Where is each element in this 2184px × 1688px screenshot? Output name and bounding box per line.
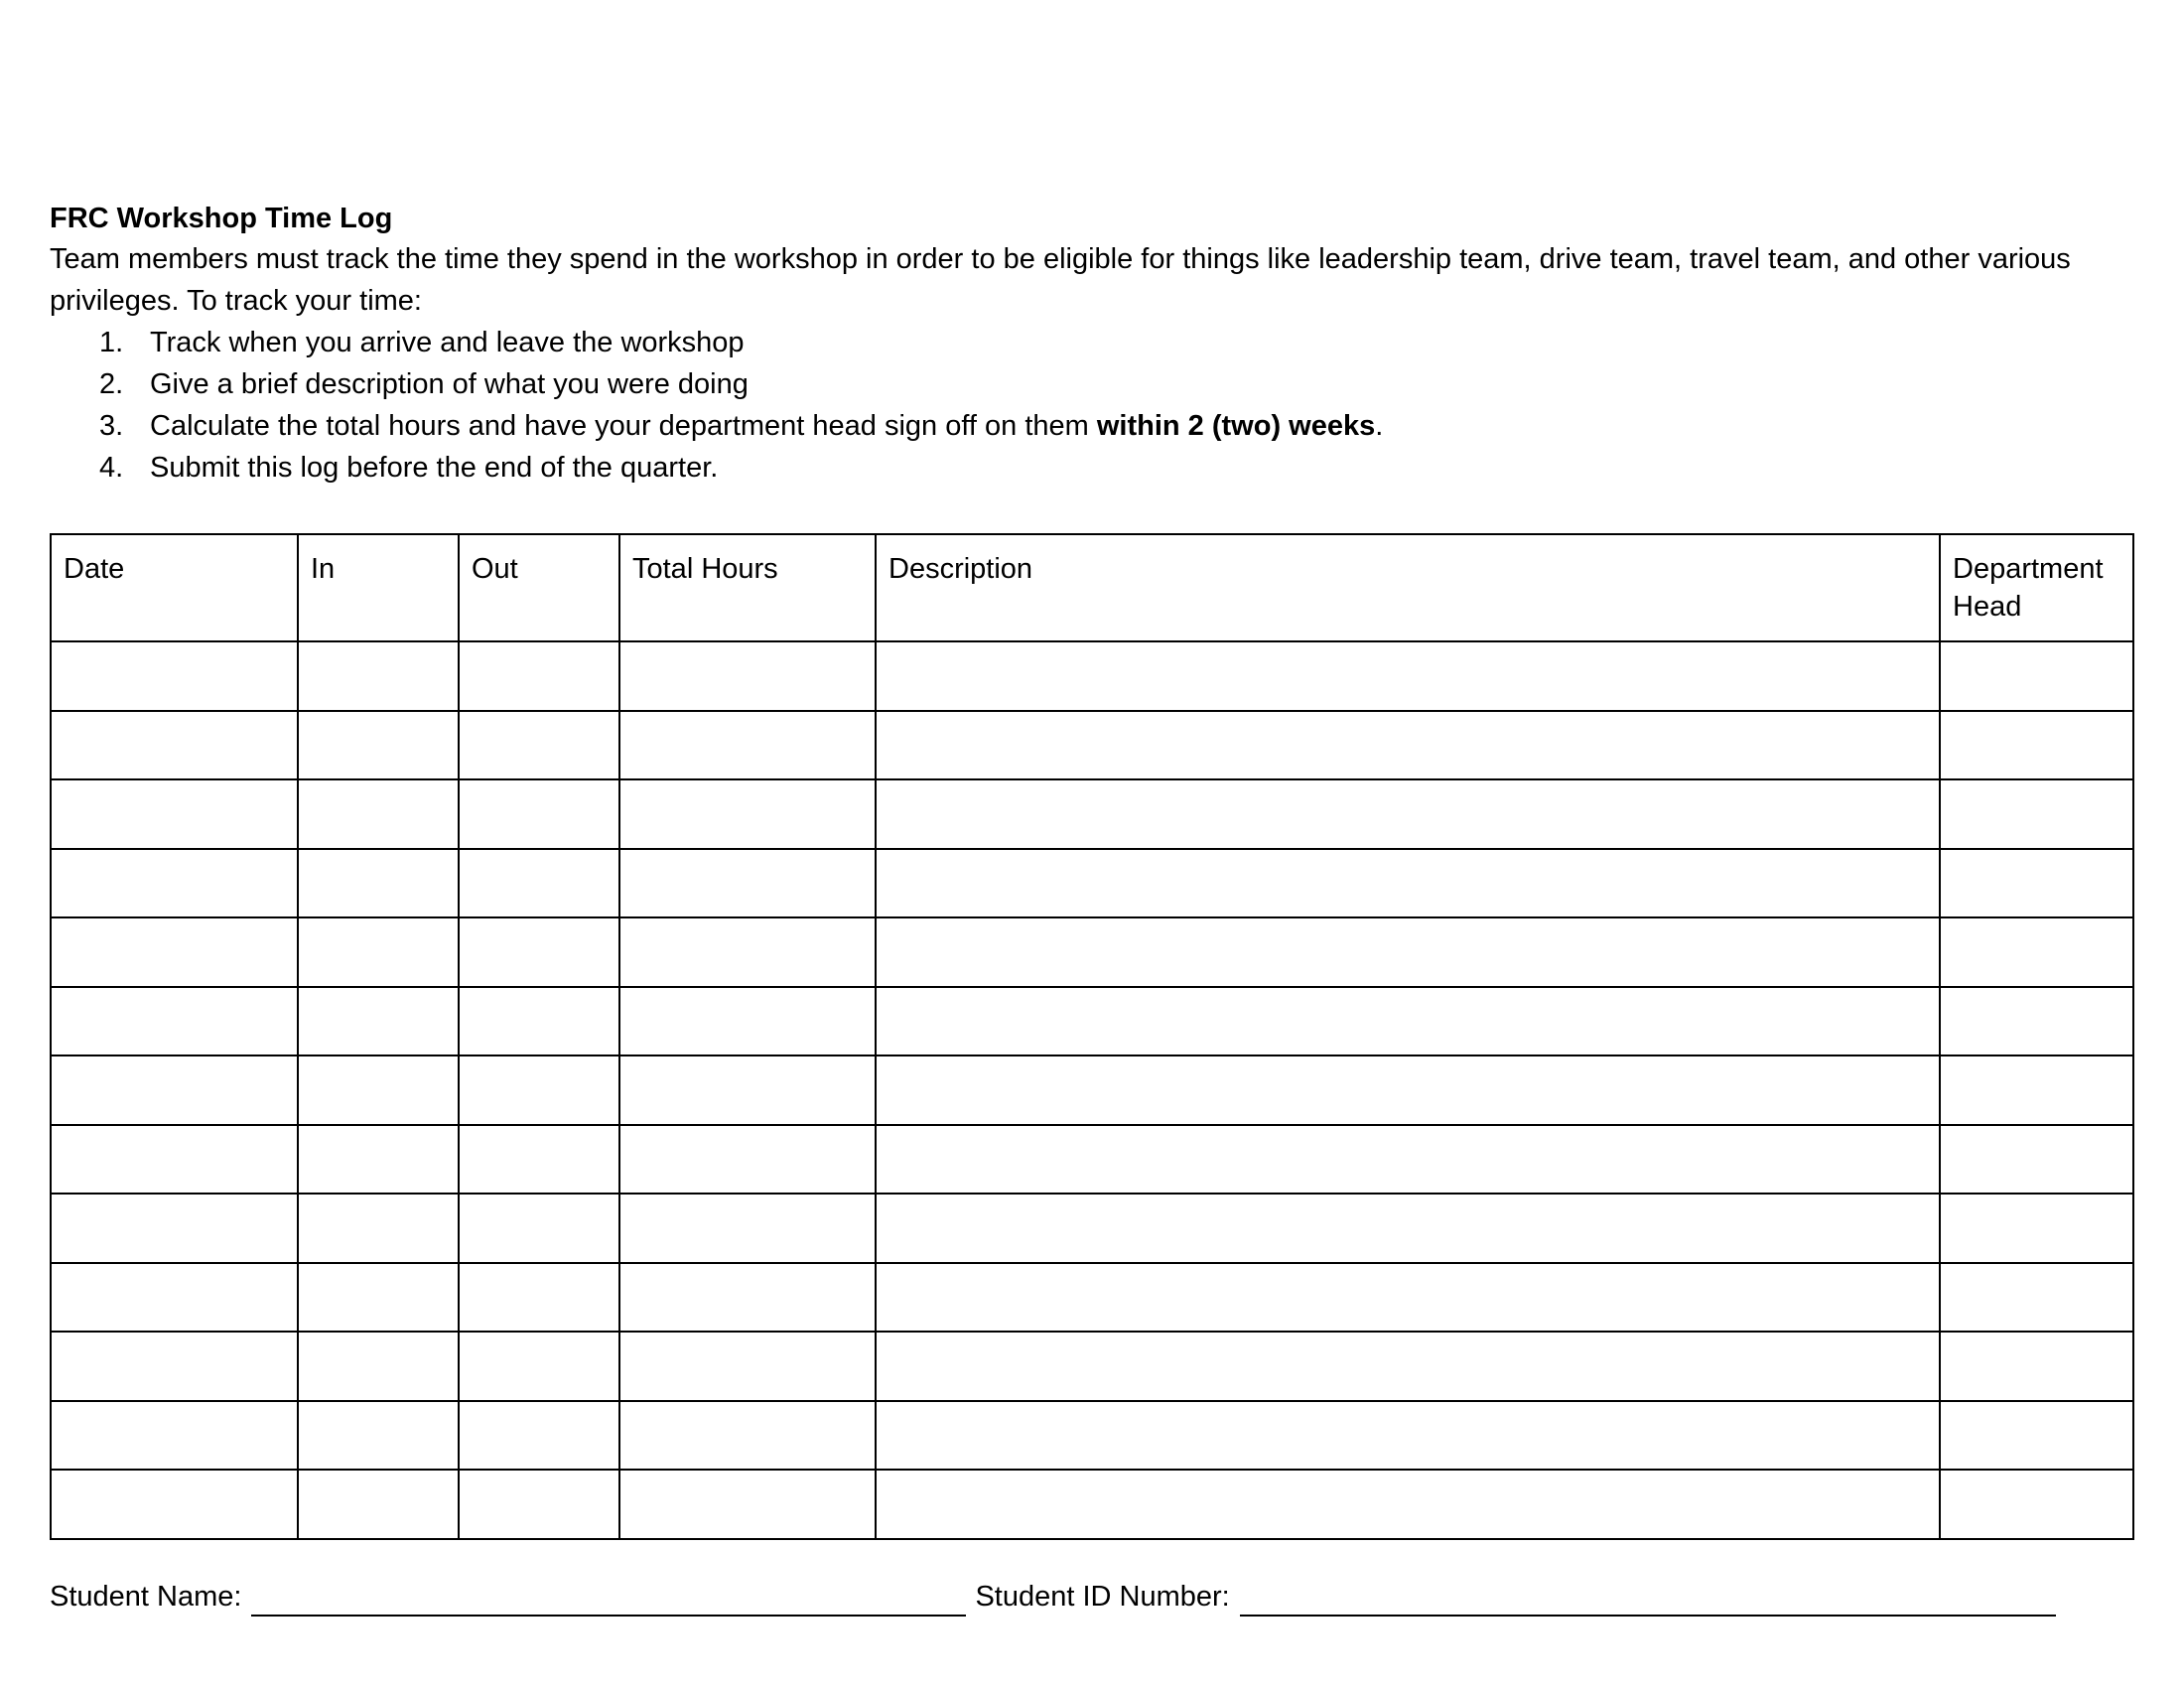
cell-department-head[interactable]: [1940, 1194, 2133, 1263]
list-number: 1.: [99, 327, 124, 358]
cell-out[interactable]: [459, 1125, 619, 1195]
cell-date[interactable]: [51, 987, 298, 1056]
cell-total-hours[interactable]: [619, 1470, 876, 1539]
cell-description[interactable]: [876, 987, 1940, 1056]
table-row: [51, 711, 2133, 780]
student-info-footer: [50, 1577, 2056, 1617]
list-number: 3.: [99, 410, 124, 442]
column-header-department-head: Department Head: [1940, 534, 2133, 641]
cell-out[interactable]: [459, 1055, 619, 1125]
table-row: [51, 1194, 2133, 1263]
cell-in[interactable]: [298, 1125, 459, 1195]
cell-department-head[interactable]: [1940, 1125, 2133, 1195]
cell-date[interactable]: [51, 1055, 298, 1125]
cell-department-head[interactable]: [1940, 1401, 2133, 1471]
cell-date[interactable]: [51, 711, 298, 780]
cell-out[interactable]: [459, 849, 619, 918]
cell-description[interactable]: [876, 1470, 1940, 1539]
cell-department-head[interactable]: [1940, 779, 2133, 849]
document-title: FRC Workshop Time Log: [50, 203, 393, 234]
cell-out[interactable]: [459, 987, 619, 1056]
cell-total-hours[interactable]: [619, 1332, 876, 1401]
cell-total-hours[interactable]: [619, 641, 876, 711]
cell-department-head[interactable]: [1940, 1470, 2133, 1539]
table-body: [51, 641, 2133, 1539]
table-row: [51, 987, 2133, 1056]
student-id-label: Student ID Number:: [975, 1581, 1230, 1613]
cell-description[interactable]: [876, 849, 1940, 918]
cell-description[interactable]: [876, 711, 1940, 780]
table-row: [51, 779, 2133, 849]
cell-description[interactable]: [876, 1125, 1940, 1195]
list-item: [50, 405, 2134, 447]
cell-out[interactable]: [459, 1194, 619, 1263]
cell-total-hours[interactable]: [619, 1055, 876, 1125]
cell-out[interactable]: [459, 641, 619, 711]
cell-total-hours[interactable]: [619, 1194, 876, 1263]
list-item-text-end: .: [1375, 410, 1384, 442]
cell-total-hours[interactable]: [619, 987, 876, 1056]
list-item: [50, 322, 2134, 363]
student-name-field[interactable]: [251, 1581, 966, 1617]
list-item: [50, 447, 2134, 489]
cell-description[interactable]: [876, 1055, 1940, 1125]
table-header-row: [51, 534, 2133, 641]
cell-department-head[interactable]: [1940, 1263, 2133, 1333]
cell-date[interactable]: [51, 849, 298, 918]
cell-in[interactable]: [298, 1401, 459, 1471]
cell-date[interactable]: [51, 1194, 298, 1263]
cell-out[interactable]: [459, 1470, 619, 1539]
deadline-emphasis: within 2 (two) weeks: [1096, 410, 1376, 442]
cell-department-head[interactable]: [1940, 987, 2133, 1056]
table-row: [51, 1055, 2133, 1125]
table-row: [51, 1263, 2133, 1333]
cell-department-head[interactable]: [1940, 917, 2133, 987]
cell-description[interactable]: [876, 1194, 1940, 1263]
student-name-label: Student Name:: [50, 1581, 242, 1613]
cell-date[interactable]: [51, 1263, 298, 1333]
column-header-in: In: [298, 534, 459, 641]
list-number: 4.: [99, 452, 124, 484]
cell-date[interactable]: [51, 1332, 298, 1401]
list-item-text: [150, 405, 1383, 447]
list-item-text: Give a brief description of what you were doing: [150, 368, 749, 400]
instructions-list: [50, 322, 2134, 489]
cell-description[interactable]: [876, 779, 1940, 849]
cell-total-hours[interactable]: [619, 849, 876, 918]
cell-in[interactable]: [298, 987, 459, 1056]
cell-out[interactable]: [459, 1332, 619, 1401]
list-item: [50, 363, 2134, 405]
intro-paragraph: Team members must track the time they spend in the workshop in order to be eligible for things like leadership team, drive team, travel team, and other various privileges. To track your time:: [50, 243, 2071, 317]
table-row: [51, 1125, 2133, 1195]
cell-in[interactable]: [298, 779, 459, 849]
cell-total-hours[interactable]: [619, 1125, 876, 1195]
student-id-field[interactable]: [1240, 1581, 2056, 1617]
cell-department-head[interactable]: [1940, 641, 2133, 711]
cell-in[interactable]: [298, 641, 459, 711]
cell-total-hours[interactable]: [619, 917, 876, 987]
cell-date[interactable]: [51, 641, 298, 711]
cell-in[interactable]: [298, 849, 459, 918]
cell-date[interactable]: [51, 1470, 298, 1539]
cell-description[interactable]: [876, 1263, 1940, 1333]
table-row: [51, 1470, 2133, 1539]
column-header-total-hours: Total Hours: [619, 534, 876, 641]
cell-department-head[interactable]: [1940, 1055, 2133, 1125]
cell-date[interactable]: [51, 1401, 298, 1471]
time-log-table: [50, 533, 2134, 1540]
cell-in[interactable]: [298, 917, 459, 987]
table-row: [51, 1401, 2133, 1471]
table-row: [51, 1332, 2133, 1401]
cell-out[interactable]: [459, 711, 619, 780]
cell-in[interactable]: [298, 1470, 459, 1539]
cell-out[interactable]: [459, 1263, 619, 1333]
cell-out[interactable]: [459, 917, 619, 987]
cell-in[interactable]: [298, 1263, 459, 1333]
cell-description[interactable]: [876, 641, 1940, 711]
list-item-text: Track when you arrive and leave the workshop: [150, 327, 745, 358]
column-header-date: Date: [51, 534, 298, 641]
cell-department-head[interactable]: [1940, 711, 2133, 780]
cell-description[interactable]: [876, 1401, 1940, 1471]
list-item-text: Submit this log before the end of the quarter.: [150, 452, 719, 484]
cell-department-head[interactable]: [1940, 1332, 2133, 1401]
column-header-description: Description: [876, 534, 1940, 641]
cell-date[interactable]: [51, 779, 298, 849]
table-row: [51, 641, 2133, 711]
cell-total-hours[interactable]: [619, 1263, 876, 1333]
cell-description[interactable]: [876, 1332, 1940, 1401]
column-header-out: Out: [459, 534, 619, 641]
cell-date[interactable]: [51, 1125, 298, 1195]
table-row: [51, 849, 2133, 918]
cell-in[interactable]: [298, 711, 459, 780]
cell-in[interactable]: [298, 1332, 459, 1401]
cell-in[interactable]: [298, 1194, 459, 1263]
cell-description[interactable]: [876, 917, 1940, 987]
list-item-text-plain: Calculate the total hours and have your department head sign off on them: [150, 410, 1097, 442]
document-body: [50, 199, 2134, 489]
cell-total-hours[interactable]: [619, 1401, 876, 1471]
cell-total-hours[interactable]: [619, 779, 876, 849]
cell-total-hours[interactable]: [619, 711, 876, 780]
list-number: 2.: [99, 368, 124, 400]
cell-department-head[interactable]: [1940, 849, 2133, 918]
cell-date[interactable]: [51, 917, 298, 987]
cell-in[interactable]: [298, 1055, 459, 1125]
cell-out[interactable]: [459, 1401, 619, 1471]
cell-out[interactable]: [459, 779, 619, 849]
table-row: [51, 917, 2133, 987]
